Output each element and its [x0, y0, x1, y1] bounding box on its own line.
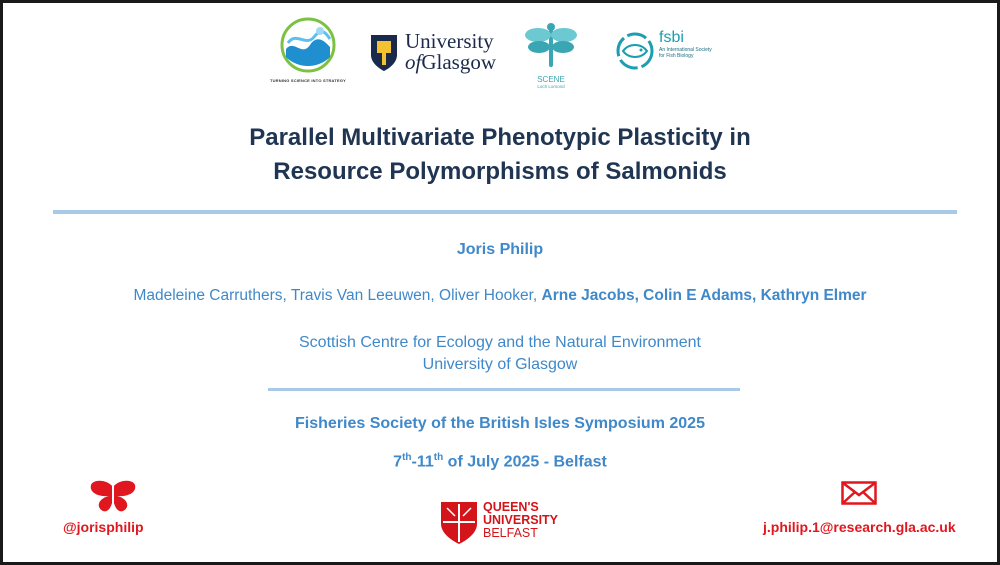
- affiliation-line2: University of Glasgow: [422, 356, 578, 373]
- authors-plain: Madeleine Carruthers, Travis Van Leeuwen, Oliver Hooker,: [133, 287, 542, 304]
- event-name: Fisheries Society of the British Isles Symposium 2025: [295, 415, 705, 432]
- date-start-sup: th: [402, 452, 412, 463]
- uog-of: of: [405, 50, 422, 74]
- mail-icon: [841, 481, 877, 505]
- fsbi-logo: [615, 27, 740, 77]
- date-rest: of July 2025 - Belfast: [443, 453, 607, 471]
- scene-logo: [521, 21, 581, 91]
- uog-line1: University: [405, 29, 494, 53]
- tsis-logo: [265, 17, 351, 91]
- affiliation-divider: [268, 388, 740, 391]
- title-line1: Parallel Multivariate Phenotypic Plasticity in: [249, 124, 751, 151]
- qub-line2: UNIVERSITY: [483, 513, 559, 527]
- contact-email[interactable]: j.philip.1@research.gla.ac.uk: [763, 519, 956, 535]
- fsbi-emblem-icon: [615, 31, 655, 71]
- fsbi-name: fsbi: [659, 29, 684, 46]
- date-end-sup: th: [433, 452, 444, 463]
- social-handle[interactable]: @jorisphilip: [63, 519, 144, 535]
- uog-crest-icon: [369, 33, 399, 73]
- title-divider: [53, 210, 957, 214]
- fsbi-sub1: An International Society: [659, 47, 712, 53]
- date-start: 7: [393, 453, 403, 471]
- affiliation: [3, 332, 997, 376]
- fsbi-wordmark: [659, 29, 712, 59]
- scene-sub: Loch Lomond: [537, 84, 565, 89]
- uog-wordmark: [405, 31, 496, 73]
- fsbi-sub2: for Fish Biology: [659, 53, 694, 59]
- qub-line1: QUEEN'S: [483, 500, 539, 514]
- university-of-glasgow-logo: [369, 29, 504, 79]
- logo-bar: [3, 17, 997, 93]
- authors-bold: Arne Jacobs, Colin E Adams, Kathryn Elmer: [541, 287, 867, 304]
- scene-name: SCENE: [537, 75, 565, 84]
- event-dates: [3, 452, 997, 471]
- butterfly-icon: [89, 479, 137, 513]
- qub-wordmark: [483, 501, 558, 540]
- date-end: -11: [411, 453, 434, 471]
- uog-line2: [405, 52, 496, 73]
- title-line2: Resource Polymorphisms of Salmonids: [273, 158, 727, 185]
- presenter-name: Joris Philip: [456, 241, 544, 258]
- tsis-emblem-icon: [278, 17, 338, 73]
- queens-university-belfast-logo: [439, 500, 584, 550]
- uog-glasgow: Glasgow: [421, 50, 497, 74]
- qub-line3: BELFAST: [483, 526, 538, 540]
- qub-crest-icon: [439, 500, 479, 546]
- author-list: [3, 287, 997, 305]
- affiliation-line1: Scottish Centre for Ecology and the Natural Environment: [299, 334, 701, 351]
- slide-title: [3, 121, 997, 189]
- tsis-caption: TURNING SCIENCE INTO STRATEGY: [269, 78, 347, 83]
- dragonfly-icon: [524, 21, 578, 73]
